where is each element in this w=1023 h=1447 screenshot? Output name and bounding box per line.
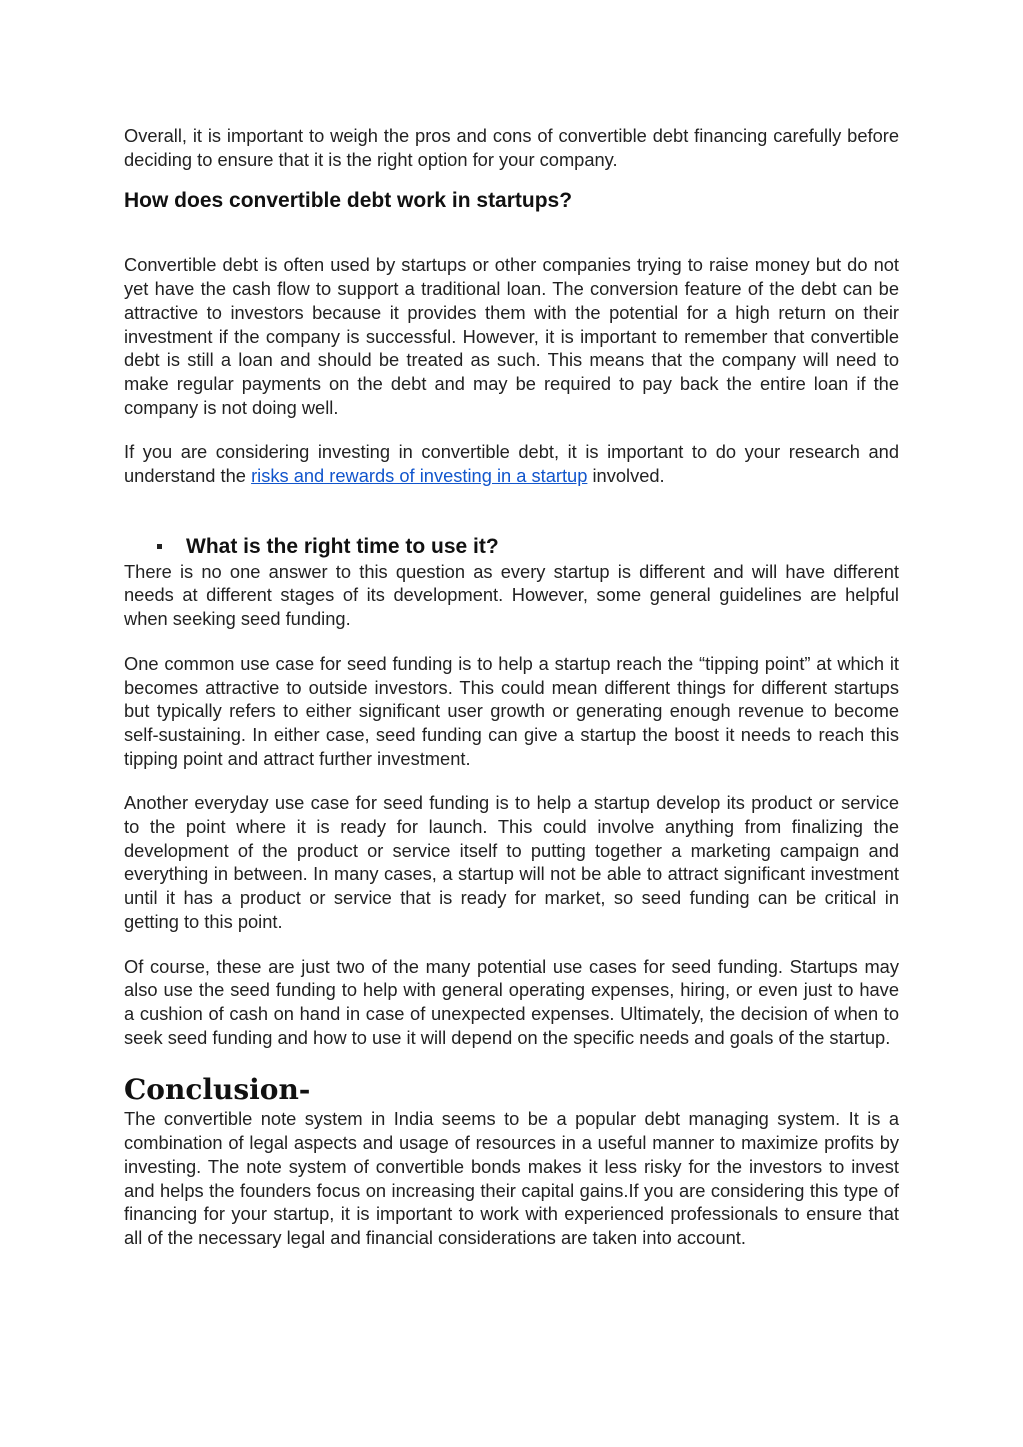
section-heading-convertible-debt: How does convertible debt work in startups? bbox=[124, 189, 573, 213]
document-page bbox=[124, 124, 899, 1250]
startup-risks-link[interactable]: risks and rewards of investing in a startup bbox=[251, 465, 588, 487]
timing-paragraph-3: Another everyday use case for seed funding is to help a startup develop its product or service to the point where it is ready for launch. This could involve anything from finalizing the development of the product or service itself to putting together a marketing campaign and everything in between. In many cases, a startup will not be able to attract significant investment until it has a product or service that is ready for market, so seed funding can be critical in getting to this point. bbox=[124, 792, 899, 932]
square-bullet-icon bbox=[157, 544, 162, 549]
research-text-before-link: If you are considering investing in convertible debt, it is important to do your research and understand the bbox=[124, 441, 899, 487]
conclusion-heading: Conclusion- bbox=[124, 1073, 311, 1107]
convertible-debt-paragraph: Convertible debt is often used by startups or other companies trying to raise money but do not yet have the cash flow to support a traditional loan. The conversion feature of the debt can be attractive to investors because it provides them with the potential for a high return on their investment if the company is successful. However, it is important to remember that convertible debt is still a loan and should be treated as such. This means that the company will need to make regular payments on the debt and may be required to pay back the entire loan if the company is not doing well. bbox=[124, 254, 899, 418]
conclusion-paragraph: The convertible note system in India seems to be a popular debt managing system. It is a combination of legal aspects and usage of resources in a useful manner to maximize profits by investing. The note system of convertible bonds makes it less risky for the investors to invest and helps the founders focus on increasing their capital gains.If you are considering this type of financing for your startup, it is important to work with experienced professionals to ensure that all of the necessary legal and financial considerations are taken into account. bbox=[124, 1108, 899, 1248]
bullet-heading-label: What is the right time to use it? bbox=[186, 534, 499, 558]
timing-paragraph-1: There is no one answer to this question as every startup is different and will have different needs at different stages of its development. However, some general guidelines are helpful when seeking seed funding. bbox=[124, 560, 899, 630]
research-paragraph bbox=[124, 440, 899, 487]
timing-paragraph-2: One common use case for seed funding is to help a startup reach the “tipping point” at which it becomes attractive to outside investors. This could mean different things for different startups but typically refers to either significant user growth or generating enough revenue to become self-sustaining. In either case, seed funding can give a startup the boost it needs to reach this tipping point and attract further investment. bbox=[124, 652, 899, 769]
bullet-heading-right-time bbox=[124, 533, 899, 561]
research-text-after-link: involved. bbox=[587, 465, 665, 487]
timing-paragraph-4: Of course, these are just two of the many potential use cases for seed funding. Startups may also use the seed funding to help with general operating expenses, hiring, or even just to have a cushion of cash on hand in case of unexpected expenses. Ultimately, the decision of when to seek seed funding and how to use it will depend on the specific needs and goals of the startup. bbox=[124, 955, 899, 1048]
intro-closing-paragraph: Overall, it is important to weigh the pros and cons of convertible debt financing carefully before deciding to ensure that it is the right option for your company. bbox=[124, 125, 899, 170]
